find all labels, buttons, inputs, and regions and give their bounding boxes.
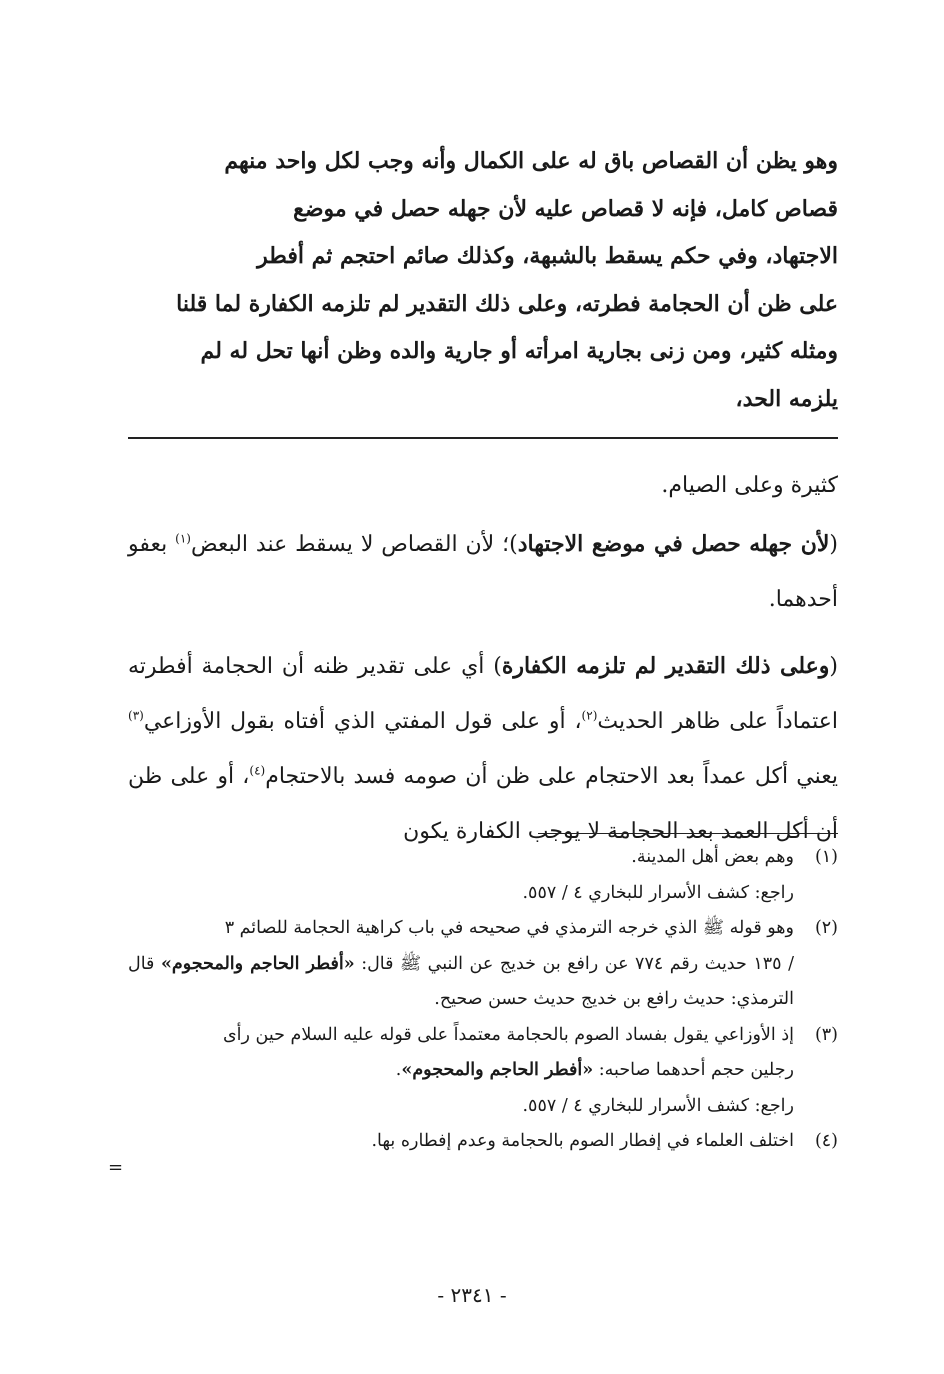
footnote-text-run: / ١٣٥ حديث رقم ٧٧٤ عن رافع بن خديج عن النبي ﷺ قال: [354, 953, 794, 974]
continuation-mark: = [108, 1157, 124, 1178]
matn-line: يلزمه الحد، [735, 385, 838, 412]
commentary-text-run: أي على تقدير ظنه أن الحجامة أفطرته اعتماداً على ظاهر الحديث [128, 654, 838, 734]
commentary-text-run: يعني أكل عمداً بعد الاحتجام على ظن أن صومه فسد بالاحتجام [265, 764, 838, 789]
commentary-text-run: لأن القصاص لا يسقط عند البعض [190, 532, 503, 557]
footnote-number: (١) [814, 847, 838, 867]
commentary-paragraph [128, 517, 838, 627]
bracket: )؛ [502, 532, 518, 557]
bracket: ( [829, 654, 838, 679]
footnote-text-run: . [395, 1060, 402, 1080]
footnote-ref: (٤) [249, 763, 266, 778]
footnote-number: (٣) [814, 1024, 838, 1045]
commentary-text-run: ، أو على ظن أن أكل العمد بعد الحجامة لا يوجب الكفارة يكون [128, 764, 838, 844]
footnote-line: راجع: كشف الأسرار للبخاري ٤ / ٥٥٧. [522, 882, 794, 903]
bracket: ) [493, 654, 502, 679]
matn-line: قصاص كامل، فإنه لا قصاص عليه لأن جهله حصل في موضع [293, 195, 838, 222]
commentary-text-run: بعفو أحدهما. [128, 532, 838, 612]
matn-line: الاجتهاد، وفي حكم يسقط بالشبهة، وكذلك صائم احتجم ثم أفطر [257, 243, 838, 269]
footnote-text-run: قال الترمذي: حديث رافع بن خديج حديث حسن صحيح. [128, 953, 794, 1009]
footnote-line: وهم بعض أهل المدينة. [631, 847, 794, 867]
footnote-1 [128, 840, 838, 911]
matn-line: على ظن أن الحجامة فطرته، وعلى ذلك التقدير لم تلزمه الكفارة لما قلنا [176, 290, 838, 317]
footnote-number: (٤) [814, 1131, 838, 1151]
footnote-4 [128, 1124, 838, 1160]
footnote-ref: (١) [175, 531, 191, 546]
quoted-matn: لأن جهله حصل في موضع الاجتهاد [517, 531, 830, 557]
footnote-ref: (٢) [581, 708, 598, 723]
bracket: ( [829, 532, 838, 557]
footnote-line: اختلف العلماء في إفطار الصوم بالحجامة وعدم إفطاره بها. [371, 1131, 794, 1151]
footnote-2 [128, 911, 838, 1018]
footnote-line: راجع: كشف الأسرار للبخاري ٤ / ٥٥٧. [522, 1095, 794, 1116]
commentary-paragraph: كثيرة وعلى الصيام. [661, 473, 838, 498]
footnote-rule [538, 833, 838, 834]
footnote-number: (٢) [814, 918, 838, 938]
footnote-ref: (٣) [128, 708, 144, 723]
footnote-line [128, 947, 794, 1018]
commentary-text [128, 458, 838, 871]
separator-rule [128, 437, 838, 439]
footnote-3 [128, 1018, 838, 1125]
footnotes [128, 840, 838, 1160]
commentary-text-run: ، أو على قول المفتي الذي أفتاه بقول الأوزاعي [143, 709, 582, 734]
matn-line: ومثله كثير، ومن زنى بجارية امرأته أو جارية والده وظن أنها تحل له لم [200, 338, 838, 364]
commentary-paragraph [128, 639, 838, 859]
quoted-matn: وعلى ذلك التقدير لم تلزمه الكفارة [501, 653, 830, 679]
hadith-quote: «أفطر الحاجم والمحجوم» [401, 1060, 594, 1080]
footnote-line: إذ الأوزاعي يقول بفساد الصوم بالحجامة معتمداً على قوله عليه السلام حين رأى [222, 1024, 794, 1045]
page-number: - ٢٣٤١ - [437, 1283, 507, 1307]
hadith-quote: «أفطر الحاجم والمحجوم» [160, 953, 355, 974]
footnote-line: وهو قوله ﷺ الذي خرجه الترمذي في صحيحه في باب كراهية الحجامة للصائم ٣ [224, 918, 794, 938]
matn-text [128, 138, 838, 423]
footnote-line [128, 1053, 794, 1089]
footnote-text-run: رجلين حجم أحدهما صاحبه: [593, 1060, 794, 1080]
matn-line: وهو يظن أن القصاص باق له على الكمال وأنه وجب لكل واحد منهم [224, 148, 838, 174]
